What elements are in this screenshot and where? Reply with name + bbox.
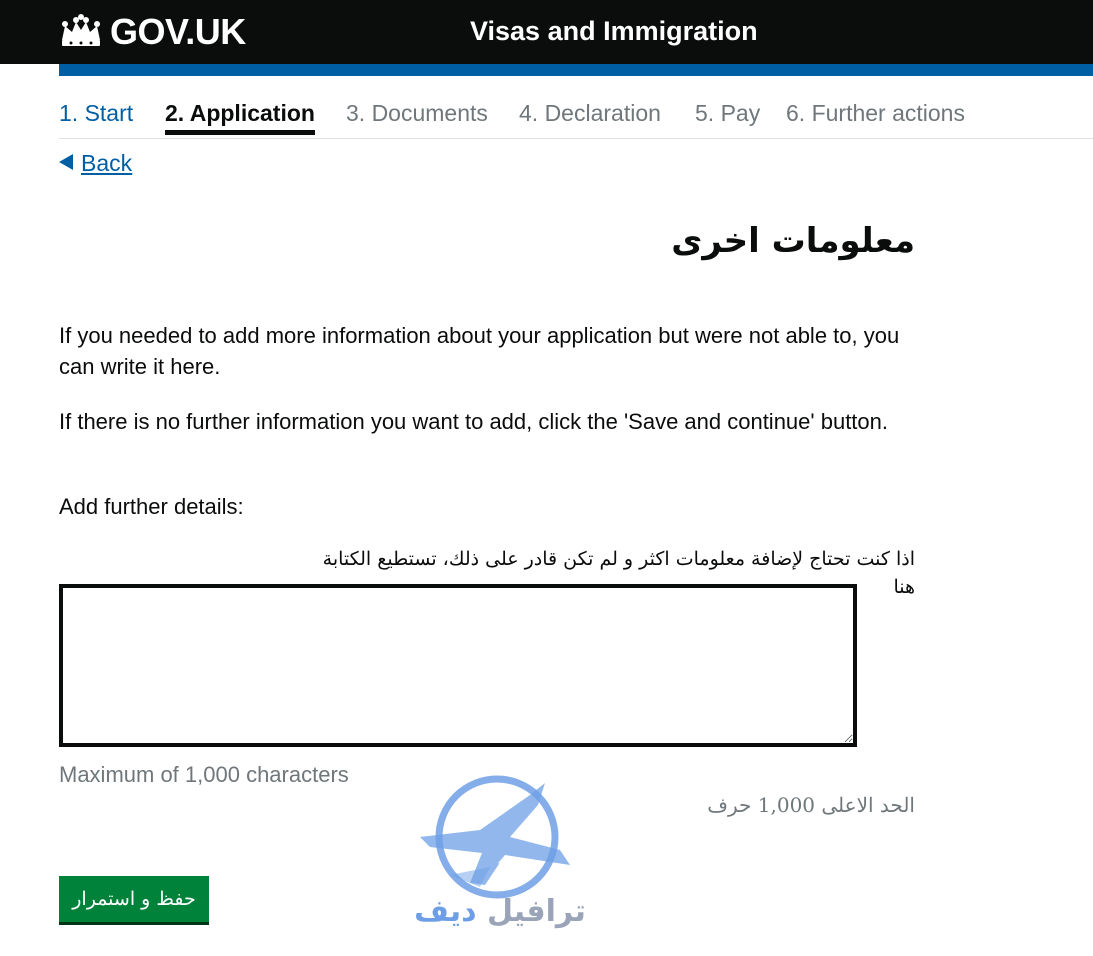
step-pay: 5. Pay xyxy=(695,100,761,126)
step-further-actions: 6. Further actions xyxy=(786,100,965,126)
max-characters-hint: Maximum of 1,000 characters xyxy=(59,762,349,787)
watermark-text-part-1: ترافيل xyxy=(486,894,586,929)
govuk-logo[interactable]: GOV.UK xyxy=(110,11,246,52)
step-declaration: 4. Declaration xyxy=(519,100,661,126)
instruction-paragraph: If there is no further information you want to add, click the 'Save and continue' button. xyxy=(59,409,888,434)
field-label: Add further details: xyxy=(59,494,244,519)
watermark-text-part-2: ديف xyxy=(414,894,477,929)
further-details-textarea[interactable] xyxy=(59,584,857,747)
step-application: 2. Application xyxy=(165,98,315,135)
save-and-continue-button[interactable]: حفظ و استمرار xyxy=(59,876,209,922)
step-start[interactable]: 1. Start xyxy=(59,100,134,126)
header-blue-bar xyxy=(59,64,1093,76)
arabic-hint: اذا كنت تحتاج لإضافة معلومات اكثر و لم تكن قادر على ذلك، تستطيع الكتابة هنا xyxy=(322,548,915,598)
back-link-label: Back xyxy=(81,150,133,176)
site-header xyxy=(0,0,1093,64)
crown-icon xyxy=(59,14,103,50)
step-documents: 3. Documents xyxy=(346,100,488,126)
service-name[interactable]: Visas and Immigration xyxy=(470,16,758,46)
progress-steps xyxy=(59,92,1093,139)
back-arrow-icon xyxy=(59,154,73,170)
back-link[interactable] xyxy=(59,148,132,178)
arabic-max-characters-hint: الحد الاعلى 1,000 حرف xyxy=(707,793,915,817)
intro-paragraph: If you needed to add more information about your application but were not able to, you can write it here. xyxy=(59,323,900,379)
watermark-text xyxy=(405,890,595,934)
page-title: معلومات اخرى xyxy=(671,221,915,261)
